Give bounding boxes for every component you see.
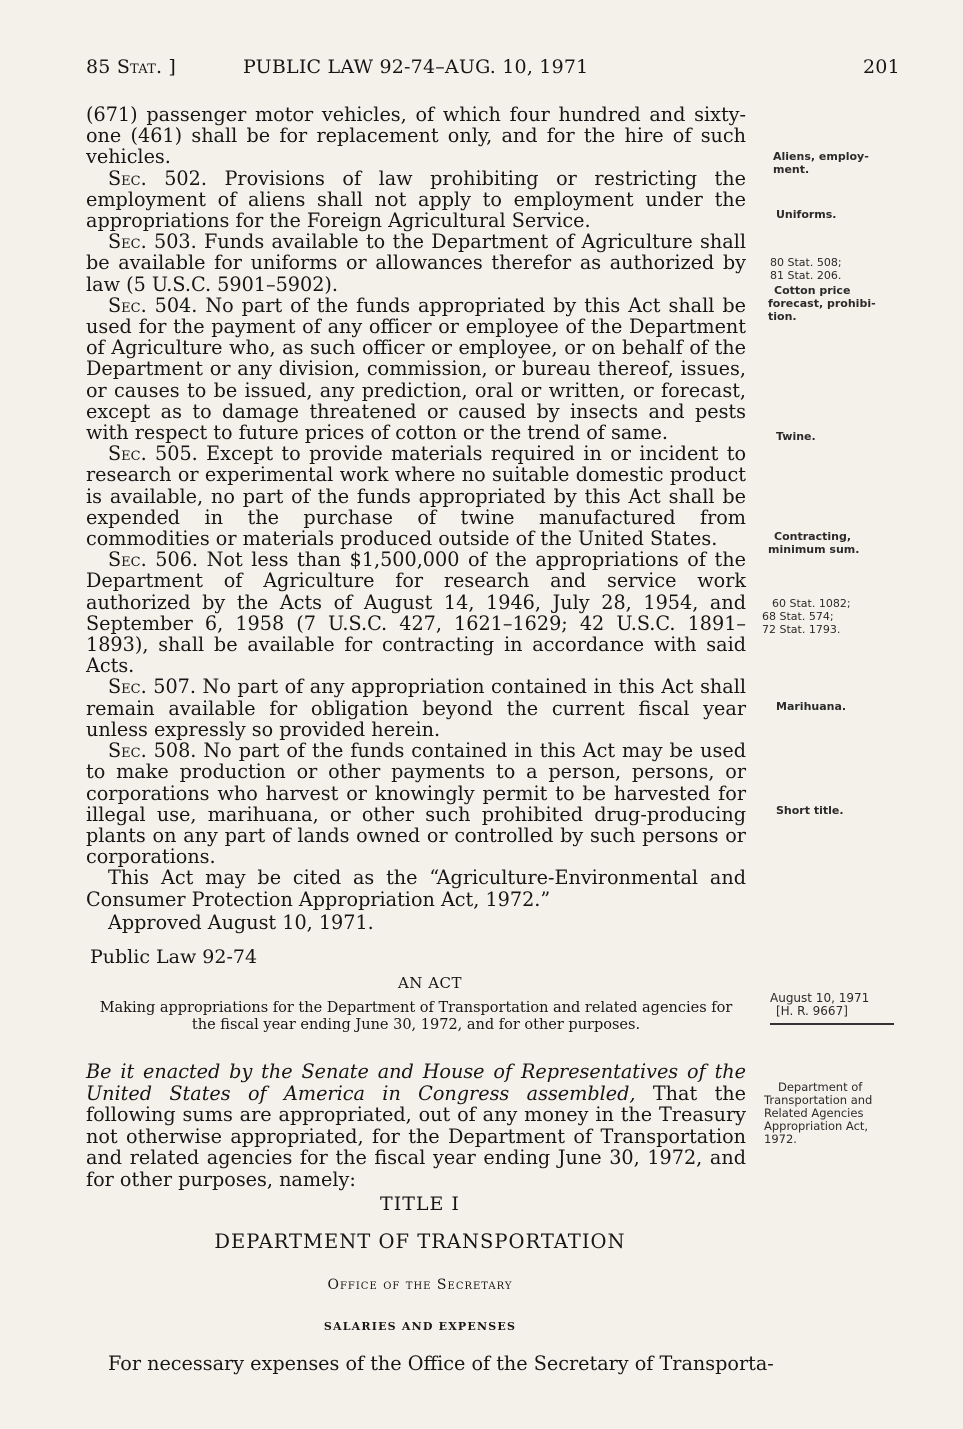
margin-rule bbox=[770, 1023, 894, 1025]
margin-note-line: 1972. bbox=[764, 1132, 797, 1146]
section-label: Sec. 503. bbox=[108, 230, 197, 254]
margin-note-line: Appropriation Act, bbox=[764, 1119, 869, 1133]
margin-note-line: 80 Stat. 508; bbox=[770, 256, 842, 269]
margin-note-cotton bbox=[768, 284, 876, 323]
margin-note-line: 72 Stat. 1793. bbox=[762, 623, 841, 636]
margin-note-contracting bbox=[768, 530, 859, 556]
margin-note-line: Aliens, employ- bbox=[773, 150, 869, 163]
margin-note-twine: Twine. bbox=[776, 430, 816, 443]
department-heading: DEPARTMENT OF TRANSPORTATION bbox=[214, 1230, 626, 1253]
margin-note-short-title: Short title. bbox=[776, 804, 844, 817]
approval-date: Approved August 10, 1971. bbox=[108, 910, 374, 934]
margin-note-line: 81 Stat. 206. bbox=[770, 269, 842, 282]
page-number: 201 bbox=[863, 56, 900, 78]
margin-note-line: 60 Stat. 1082; bbox=[772, 597, 851, 610]
section-text: Not less than $1,500,000 of the appropriations of the Department of Agriculture for research and service work authorized by the Acts of August 14, 1946, July 28, 1954, and September 6, 1958 (7 U.S.C. 427, 1621–1629; 42 U.S.C. 1891–1893), shall be available for contracting in accordance with said Acts. bbox=[86, 548, 746, 678]
margin-note-line: [H. R. 9667] bbox=[776, 1004, 848, 1018]
expenses-paragraph: For necessary expenses of the Office of the Secretary of Transporta- bbox=[108, 1352, 774, 1375]
section-label: Sec. 504. bbox=[108, 293, 198, 317]
section-text: No part of any appropriation contained in this Act shall remain available for obligation beyond the current fiscal year unless expressly so provided herein. bbox=[86, 675, 746, 741]
section-503 bbox=[86, 231, 746, 295]
margin-note-line: Related Agencies bbox=[764, 1106, 864, 1120]
section-502 bbox=[86, 168, 746, 232]
act-purpose: Making appropriations for the Department of Transportation and related agencies for the fiscal year ending June 30, 1972, and for other purposes. bbox=[99, 1000, 733, 1033]
section-507 bbox=[86, 676, 746, 740]
section-text: No part of the funds contained in this Act may be used to make production or other payments to a person, persons, or corporations who harvest or knowingly permit to be harvested for illegal use, marihuana, or other such prohibited drug-producing plants on any part of lands owned or controlled by such persons or corporations. bbox=[86, 739, 746, 869]
section-label: Sec. 507. bbox=[108, 675, 196, 699]
section-label: Sec. 508. bbox=[108, 739, 197, 763]
margin-note-stat-citations-2 bbox=[762, 597, 851, 636]
margin-note-line: 68 Stat. 574; bbox=[762, 610, 834, 623]
margin-note-date bbox=[770, 992, 869, 1018]
enacting-text: That the following sums are appropriated, out of any money in the Treasury not otherwise appropriated, for the Department of Transportation and related agencies for the fiscal year ending June 30, 1972, and for other purposes, namely: bbox=[86, 1081, 746, 1191]
margin-note-line: minimum sum. bbox=[768, 543, 860, 556]
section-text: No part of the funds appropriated by this Act shall be used for the payment of any officer or employee of the Department of Agriculture who, as such officer or employee, or on behalf of the Department or any division, commission, or bureau thereof, issues, or causes to be issued, any prediction, oral or written, or forecast, except as to damage threatened or caused by insects and pests with respect to future prices of cotton or the trend of same. bbox=[86, 293, 746, 445]
margin-note-uniforms: Uniforms. bbox=[776, 208, 837, 221]
section-505 bbox=[86, 443, 746, 549]
margin-note-line: tion. bbox=[768, 310, 797, 323]
public-law-title: Public Law 92-74 bbox=[90, 946, 258, 968]
margin-note-stat-citations bbox=[770, 256, 842, 282]
title-heading: TITLE I bbox=[380, 1193, 460, 1215]
section-504 bbox=[86, 295, 746, 443]
margin-note-line: Cotton price bbox=[774, 284, 851, 297]
an-act-heading: AN ACT bbox=[397, 974, 463, 992]
margin-note-marihuana: Marihuana. bbox=[776, 700, 847, 713]
section-label: Sec. 502. bbox=[108, 166, 207, 190]
margin-note-line: Department of bbox=[778, 1080, 863, 1094]
header-title: PUBLIC LAW 92-74–AUG. 10, 1971 bbox=[243, 56, 589, 78]
margin-note-line: Contracting, bbox=[774, 530, 851, 543]
margin-note-line: forecast, prohibi- bbox=[768, 297, 876, 310]
enacting-formula: Be it enacted by the Senate and House of Representatives of the United States of America in Congress assembled, bbox=[86, 1060, 746, 1105]
short-title-citation: This Act may be cited as the “Agriculture-Environmental and Consumer Protection Appropriation Act, 1972.” bbox=[86, 866, 746, 911]
margin-note-line: ment. bbox=[773, 163, 810, 176]
enacting-clause bbox=[86, 1061, 746, 1190]
section-label: Sec. 505. bbox=[108, 442, 198, 466]
header-stat-ref: 85 Stat. ] bbox=[86, 56, 177, 78]
section-506 bbox=[86, 549, 746, 676]
paragraph-vehicles: (671) passenger motor vehicles, of which four hundred and sixty-one (461) shall be for replacement only, and for the hire of such vehicles. bbox=[86, 103, 746, 169]
margin-note-aliens bbox=[773, 150, 869, 176]
margin-note-act-title bbox=[764, 1081, 872, 1146]
office-heading: Office of the Secretary bbox=[327, 1277, 513, 1293]
body-text bbox=[86, 104, 746, 933]
section-text: Funds available to the Department of Agriculture shall be available for uniforms or allowances therefor as authorized by law (5 U.S.C. 5901–5902). bbox=[86, 230, 746, 296]
section-label: Sec. 506. bbox=[108, 548, 199, 572]
section-508 bbox=[86, 740, 746, 867]
margin-note-line: Transportation and bbox=[764, 1093, 873, 1107]
salaries-heading: SALARIES AND EXPENSES bbox=[323, 1320, 517, 1333]
margin-note-line: August 10, 1971 bbox=[770, 991, 870, 1005]
section-text: Except to provide materials required in or incident to research or experimental work where no suitable domestic product is available, no part of the funds appropriated by this Act shall be expended in the purchase of twine manufactured from commodities or materials produced outside of the United States. bbox=[86, 442, 746, 551]
section-text: Provisions of law prohibiting or restricting the employment of aliens shall not apply to employment under the appropriations for the Foreign Agricultural Service. bbox=[86, 166, 746, 233]
